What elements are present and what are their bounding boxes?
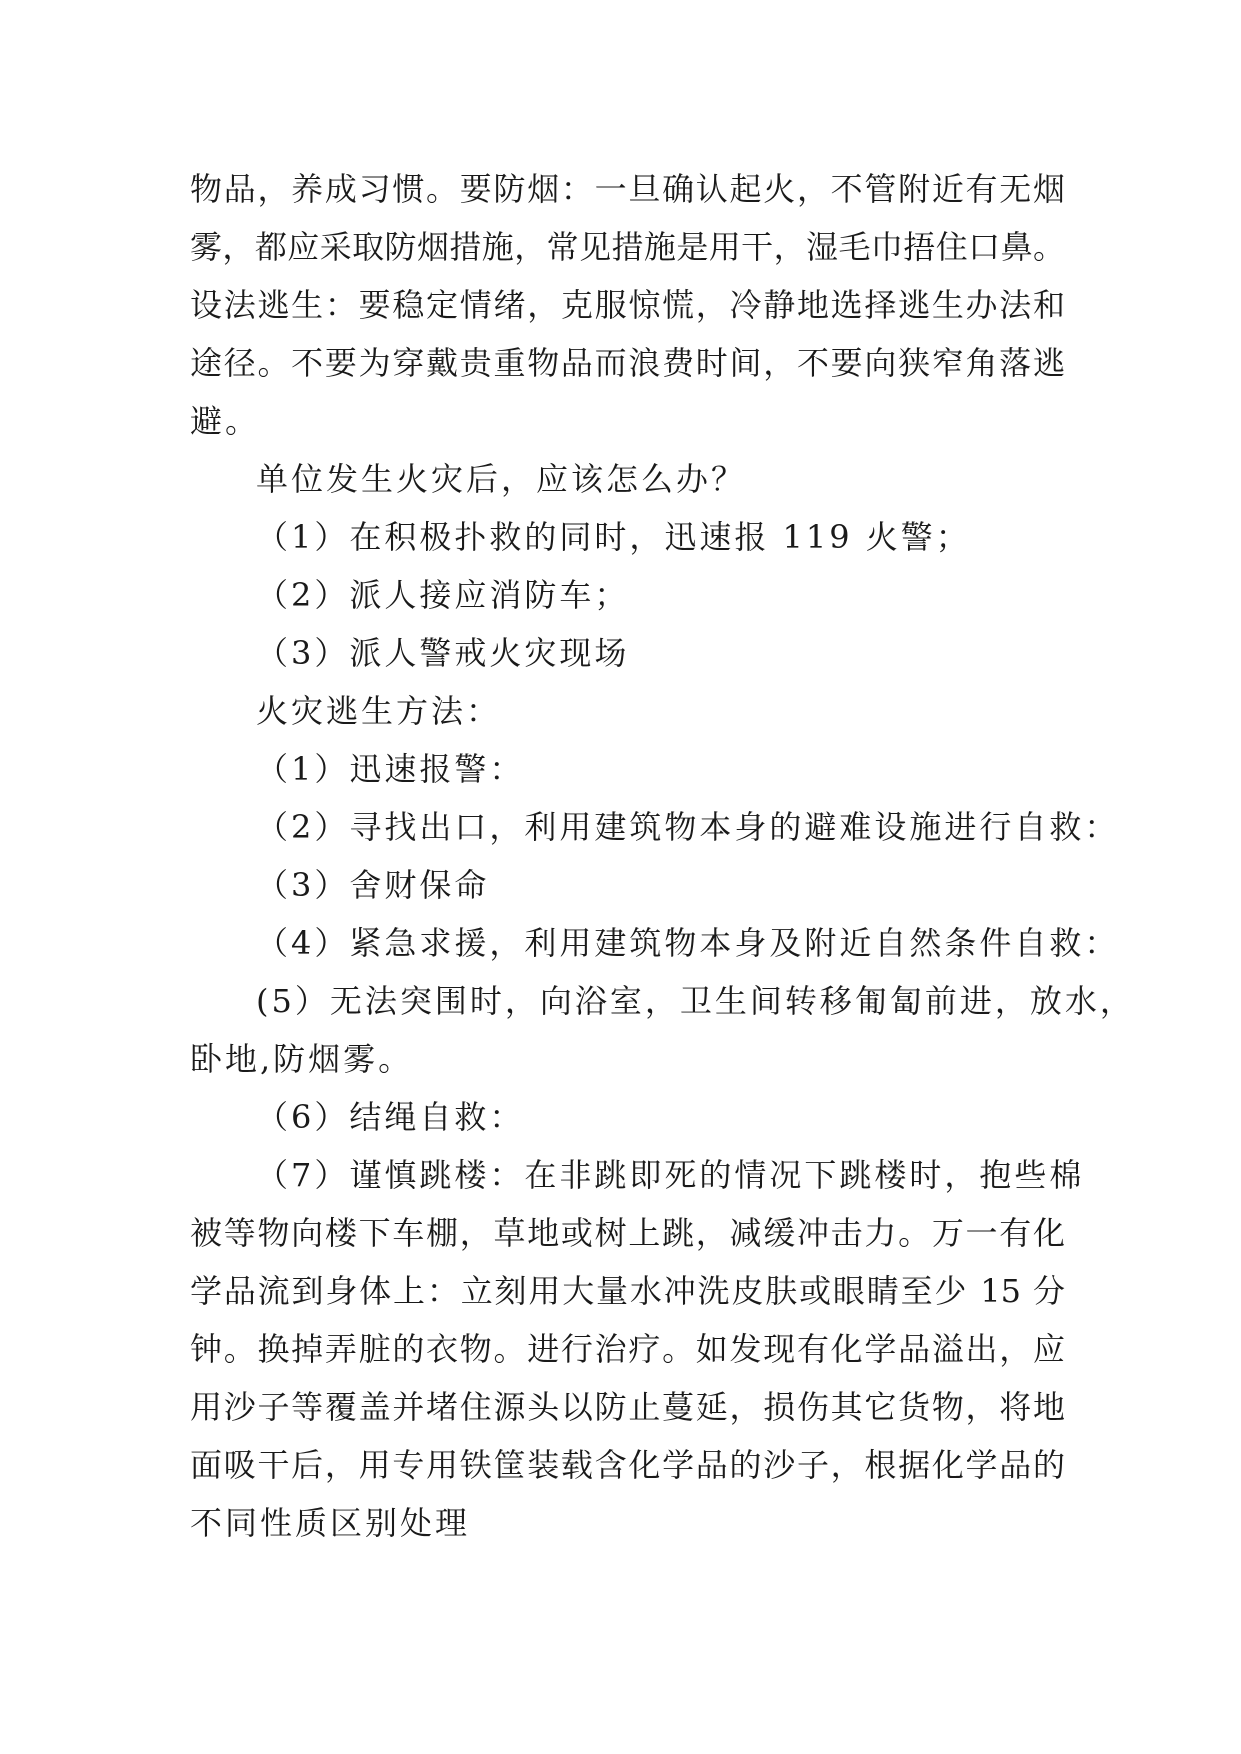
body-text-line: 雾，都应采取防烟措施，常见措施是用干，湿毛巾捂住口鼻。 [190,228,1065,266]
body-text-line: 用沙子等覆盖并堵住源头以防止蔓延，损伤其它货物，将地 [190,1388,1065,1426]
body-text-line: 避。 [190,402,261,440]
body-text-line: 卧地,防烟雾。 [190,1040,414,1078]
body-text-line: 设法逃生：要稳定情绪，克服惊慌，冷静地选择逃生办法和 [190,286,1065,324]
body-text-line: 学品流到身体上：立刻用大量水冲洗皮肤或眼睛至少 15 分 [190,1272,1065,1310]
list-item: （4）紧急求援，利用建筑物本身及附近自然条件自救： [256,924,1120,962]
list-item: （6）结绳自救： [256,1098,525,1136]
list-item: （1）在积极扑救的同时，迅速报 119 火警； [256,518,971,556]
list-item: （2）寻找出口，利用建筑物本身的避难设施进行自救： [256,808,1120,846]
list-item: （2）派人接应消防车； [256,576,630,614]
list-item: （3）派人警戒火灾现场 [256,634,630,672]
list-item: (5）无法突围时，向浴室，卫生间转移匍匐前进，放水， [256,982,1135,1020]
body-text-line: 被等物向楼下车棚，草地或树上跳，减缓冲击力。万一有化 [190,1214,1065,1252]
body-text-line: 钟。换掉弄脏的衣物。进行治疗。如发现有化学品溢出，应 [190,1330,1065,1368]
list-item: （7）谨慎跳楼：在非跳即死的情况下跳楼时，抱些棉 [256,1156,1085,1194]
section-heading: 单位发生火灾后，应该怎么办？ [256,460,747,498]
document-page [190,160,1135,1552]
body-text-line: 途径。不要为穿戴贵重物品而浪费时间，不要向狭窄角落逃 [190,344,1065,382]
body-text-line: 物品，养成习惯。要防烟：一旦确认起火，不管附近有无烟 [190,170,1065,208]
body-text-line: 不同性质区别处理 [190,1504,471,1542]
body-text-line: 面吸干后，用专用铁筐装载含化学品的沙子，根据化学品的 [190,1446,1065,1484]
list-item: （3）舍财保命 [256,866,490,904]
list-item: （1）迅速报警： [256,750,525,788]
section-heading: 火灾逃生方法： [256,692,502,730]
